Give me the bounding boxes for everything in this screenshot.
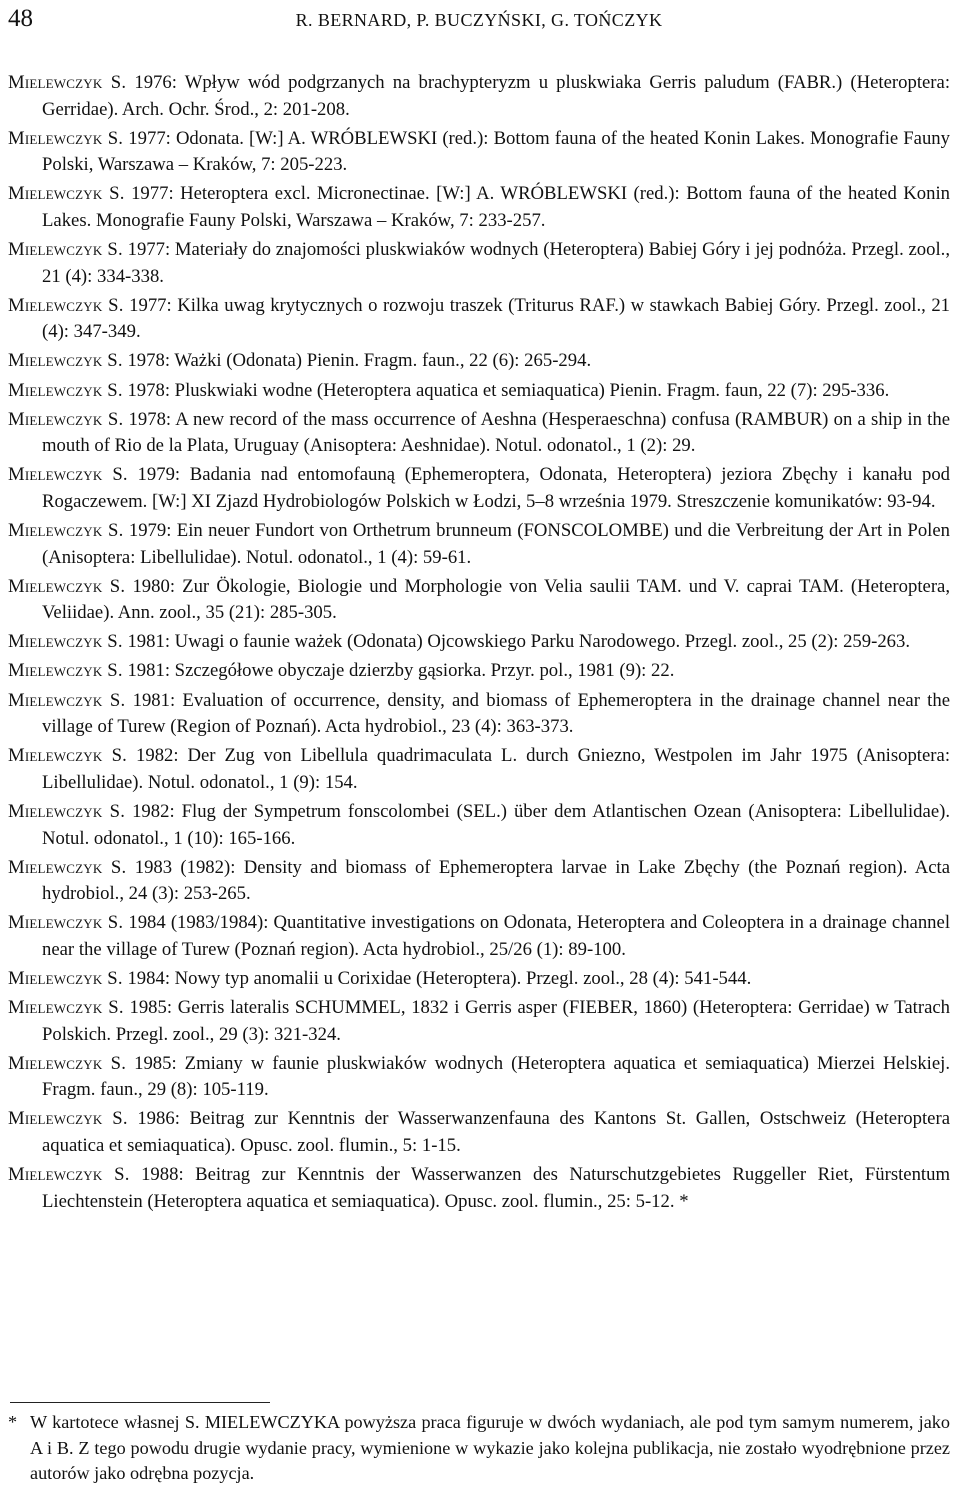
reference-entry xyxy=(8,407,950,460)
reference-author: Mielewczyk S. xyxy=(8,127,124,149)
reference-author: Mielewczyk S. xyxy=(8,997,124,1019)
reference-entry xyxy=(8,181,950,234)
reference-entry xyxy=(8,518,950,571)
reference-author: Mielewczyk S. xyxy=(8,575,126,597)
reference-entry xyxy=(8,1162,950,1215)
reference-author: Mielewczyk S. xyxy=(8,379,123,401)
reference-text: 1983 (1982): Density and biomass of Ephemeroptera larvae in Lake Zbęchy (the Poznań region). Acta hydrobiol., 24 (3): 253-265. xyxy=(42,856,950,905)
reference-entry xyxy=(8,126,950,179)
reference-author: Mielewczyk S. xyxy=(8,912,124,934)
reference-author: Mielewczyk S. xyxy=(8,183,125,205)
reference-author: Mielewczyk S. xyxy=(8,800,126,822)
reference-entry xyxy=(8,629,950,656)
reference-entry xyxy=(8,293,950,346)
reference-author: Mielewczyk S. xyxy=(8,856,127,878)
reference-author: Mielewczyk S. xyxy=(8,350,123,372)
reference-entry xyxy=(8,910,950,963)
reference-list xyxy=(8,70,950,1218)
reference-author: Mielewczyk S. xyxy=(8,968,123,989)
reference-entry xyxy=(8,995,950,1048)
reference-entry xyxy=(8,966,950,993)
reference-text: 1977: Kilka uwag krytycznych o rozwoju traszek (Triturus RAF.) w stawkach Babiej Góry. Przegl. zool., 21 (4): 347-349. xyxy=(42,294,951,343)
reference-text: 1988: Beitrag zur Kenntnis der Wasserwanzen des Naturschutzgebietes Ruggeller Riet, Fürstentum Liechtenstein (Heteroptera aquatica et semiaquatica). Opusc. zool. flumin., 25: 5-12. * xyxy=(42,1164,950,1212)
reference-text: 1978: Ważki (Odonata) Pienin. Fragm. faun., 22 (6): 265-294. xyxy=(127,350,592,372)
page-header xyxy=(8,4,950,36)
reference-author: Mielewczyk S. xyxy=(8,239,123,261)
reference-text: 1976: Wpływ wód podgrzanych na brachypteryzm u pluskwiaka Gerris paludum (FABR.) (Heteroptera: Gerridae). Arch. Ochr. Środ., 2: 201-208. xyxy=(42,72,951,120)
reference-text: 1978: A new record of the mass occurrence of Aeshna (Hesperaeschna) confusa (RAMBUR) on a ship in the mouth of Rio de la Plata, Uruguay (Anisoptera: Aeshnidae). Notul. odonatol., 1 (2): 29. xyxy=(42,408,951,457)
reference-author: Mielewczyk S. xyxy=(8,631,123,653)
page-number: 48 xyxy=(8,5,33,32)
reference-author: Mielewczyk S. xyxy=(8,745,128,767)
reference-entry xyxy=(8,574,950,627)
reference-text: 1981: Uwagi o faunie ważek (Odonata) Ojcowskiego Parku Narodowego. Przegl. zool., 25 (2): 259-263. xyxy=(127,631,911,653)
footnote xyxy=(8,1410,950,1487)
reference-author: Mielewczyk S. xyxy=(8,1164,130,1186)
reference-entry xyxy=(8,378,950,405)
reference-author: Mielewczyk S. xyxy=(8,408,124,430)
reference-text: 1977: Odonata. [W:] A. WRÓBLEWSKI (red.): Bottom fauna of the heated Konin Lakes. Monografie Fauny Polski, Warszawa – Kraków, 7: 205-223. xyxy=(42,127,950,176)
reference-text: 1982: Der Zug von Libellula quadrimaculata L. durch Gniezno, Westpolen im Jahr 1975 (Anisoptera: Libellulidae). Notul. odonatol., 1 (9): 154. xyxy=(42,745,951,793)
reference-text: 1982: Flug der Sympetrum fonscolombei (SEL.) über dem Atlantischen Ozean (Anisoptera: Libellulidae). Notul. odonatol., 1 (10): 165-166. xyxy=(42,800,951,849)
reference-text: 1981: Evaluation of occurrence, density, and biomass of Ephemeroptera in the drainage channel near the village of Turew (Region of Poznań). Acta hydrobiol., 23 (4): 363-373. xyxy=(42,689,951,738)
reference-entry xyxy=(8,658,950,685)
reference-text: 1977: Heteroptera excl. Micronectinae. [W:] A. WRÓBLEWSKI (red.): Bottom fauna of the heated Konin Lakes. Monografie Fauny Polski, Warszawa – Kraków, 7: 233-257. xyxy=(42,183,951,231)
reference-author: Mielewczyk S. xyxy=(8,1052,127,1074)
reference-author: Mielewczyk S. xyxy=(8,72,127,93)
footnote-divider xyxy=(10,1402,270,1403)
reference-text: 1984 (1983/1984): Quantitative investigations on Odonata, Heteroptera and Coleoptera in a drainage channel near the village of Turew (Poznań region). Acta hydrobiol., 25/26 (1): 89-100. xyxy=(42,912,951,960)
reference-entry xyxy=(8,1106,950,1159)
reference-author: Mielewczyk S. xyxy=(8,660,123,682)
footnote-text: W kartotece własnej S. MIELEWCZYKA powyższa praca figuruje w dwóch wydaniach, ale pod tym samym numerem, jako A i B. Z tego powodu drugie wydanie pracy, wymienione w wykazie jako kolejna publikacja, nie zostało wyodrębnione przez autorów jako odrębna pozycja. xyxy=(30,1412,950,1483)
reference-text: 1979: Badania nad entomofauną (Ephemeroptera, Odonata, Heteroptera) jeziora Zbęchy i kanału pod Rogaczewem. [W:] XI Zjazd Hydrobiologów Polskich w Łodzi, 5–8 września 1979. Streszczenie komunikatów: 93-94. xyxy=(42,464,951,512)
reference-text: 1979: Ein neuer Fundort von Orthetrum brunneum (FONSCOLOMBE) und die Verbreitung der Art in Polen (Anisoptera: Libellulidae). Notul. odonatol., 1 (4): 59-61. xyxy=(42,520,951,568)
reference-text: 1977: Materiały do znajomości pluskwiaków wodnych (Heteroptera) Babiej Góry i jej podnóża. Przegl. zool., 21 (4): 334-338. xyxy=(42,239,951,287)
reference-text: 1984: Nowy typ anomalii u Corixidae (Heteroptera). Przegl. zool., 28 (4): 541-544. xyxy=(127,968,752,989)
reference-entry xyxy=(8,462,950,515)
reference-entry xyxy=(8,688,950,741)
reference-entry xyxy=(8,855,950,908)
reference-entry xyxy=(8,348,950,375)
reference-text: 1980: Zur Ökologie, Biologie und Morphologie von Velia saulii TAM. und V. caprai TAM. (Heteroptera, Veliidae). Ann. zool., 35 (21): 285-305. xyxy=(42,575,951,624)
reference-entry xyxy=(8,237,950,290)
reference-entry xyxy=(8,743,950,796)
reference-text: 1985: Zmiany w faunie pluskwiaków wodnych (Heteroptera aquatica et semiaquatica) Mierzei Helskiej. Fragm. faun., 29 (8): 105-119. xyxy=(42,1052,951,1101)
reference-entry xyxy=(8,799,950,852)
reference-text: 1981: Szczegółowe obyczaje dzierzby gąsiorka. Przyr. pol., 1981 (9): 22. xyxy=(127,660,675,682)
reference-entry xyxy=(8,1051,950,1104)
reference-text: 1986: Beitrag zur Kenntnis der Wasserwanzenfauna des Kantons St. Gallen, Ostschweiz (Heteroptera aquatica et semiaquatica). Opusc. zool. flumin., 5: 1-15. xyxy=(42,1108,950,1157)
running-head: R. BERNARD, P. BUCZYŃSKI, G. TOŃCZYK xyxy=(295,10,663,30)
reference-author: Mielewczyk S. xyxy=(8,1108,128,1130)
reference-text: 1985: Gerris lateralis SCHUMMEL, 1832 i Gerris asper (FIEBER, 1860) (Heteroptera: Gerridae) w Tatrach Polskich. Przegl. zool., 29 (3): 321-324. xyxy=(42,997,950,1045)
reference-author: Mielewczyk S. xyxy=(8,464,128,486)
reference-entry xyxy=(8,70,950,123)
footnote-marker: * xyxy=(8,1412,18,1432)
reference-text: 1978: Pluskwiaki wodne (Heteroptera aquatica et semiaquatica) Pienin. Fragm. faun, 22 (7): 295-336. xyxy=(127,379,890,401)
reference-author: Mielewczyk S. xyxy=(8,294,124,316)
reference-author: Mielewczyk S. xyxy=(8,689,126,711)
reference-author: Mielewczyk S. xyxy=(8,520,124,541)
